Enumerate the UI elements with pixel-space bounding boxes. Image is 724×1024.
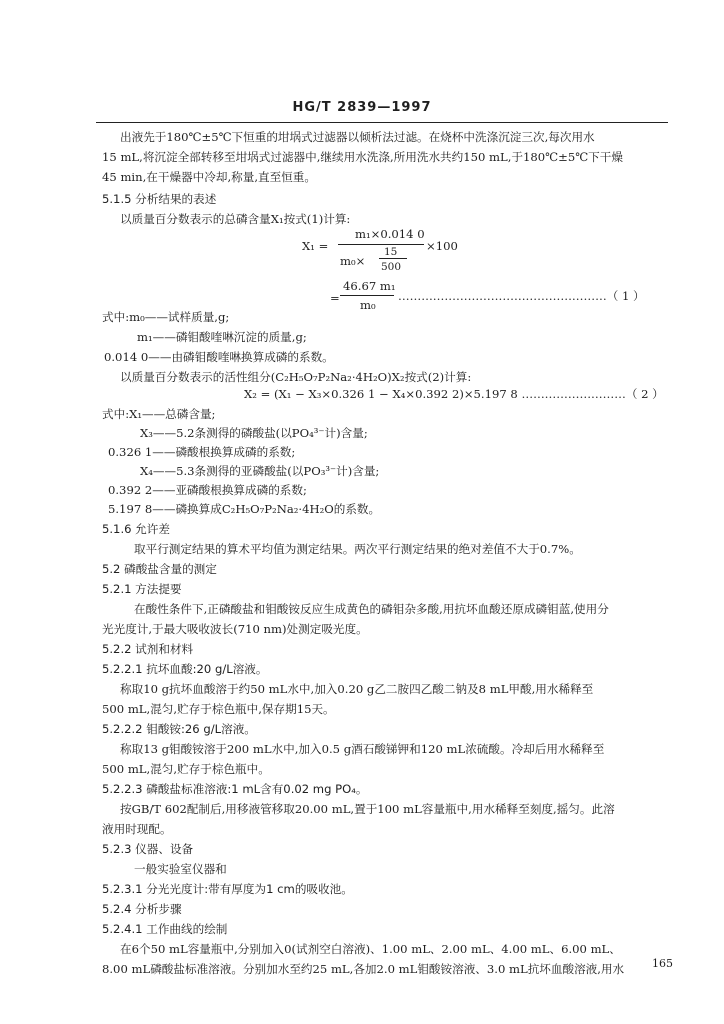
equation-equals: = [330, 291, 340, 305]
equation-multiplier: ×100 [426, 239, 458, 253]
text-line: 5.197 8——磷换算成C₂H₅O₇P₂Na₂·4H₂O的系数。 [108, 502, 381, 516]
equation-denominator: m₀× [340, 254, 366, 268]
text-line: 8.00 mL磷酸盐标准溶液。分别加水至约25 mL,各加2.0 mL钼酸铵溶液、3.0 mL抗坏血酸溶液,用水 [102, 962, 625, 976]
equation-denominator: m₀ [360, 298, 376, 312]
text-line: 在酸性条件下,正磷酸盐和钼酸铵反应生成黄色的磷钼杂多酸,用抗坏血酸还原成磷钼蓝,使用分 [134, 602, 609, 616]
text-line: 称取10 g抗坏血酸溶于约50 mL水中,加入0.20 g乙二胺四乙酸二钠及8 mL甲酸,用水稀释至 [120, 682, 594, 696]
text-line: 以质量百分数表示的总磷含量X₁按式(1)计算: [120, 212, 351, 226]
text-line: m₁——磷钼酸喹啉沉淀的质量,g; [137, 330, 307, 344]
text-line: X₄——5.3条测得的亚磷酸盐(以PO₃³⁻计)含量; [140, 464, 380, 478]
text-line: 15 mL,将沉淀全部转移至坩埚式过滤器中,继续用水洗涤,所用洗水共约150 mL,于180℃±5℃下干燥 [102, 150, 623, 164]
text-line: 500 mL,混匀,贮存于棕色瓶中,保存期15天。 [102, 702, 335, 716]
header-rule [96, 122, 668, 123]
equation-subden: 500 [381, 261, 402, 273]
text-line: 取平行测定结果的算术平均值为测定结果。两次平行测定结果的绝对差值不大于0.7%。 [134, 542, 581, 556]
text-line: 一般实验室仪器和 [134, 862, 227, 876]
section-heading: 5.2.3.1 分光光度计:带有厚度为1 cm的吸收池。 [102, 882, 353, 896]
text-line: 称取13 g钼酸铵溶于200 mL水中,加入0.5 g酒石酸锑钾和120 mL浓硫酸。冷却后用水稀释至 [120, 742, 605, 756]
text-line: 以质量百分数表示的活性组分(C₂H₅O₇P₂Na₂·4H₂O)X₂按式(2)计算: [120, 370, 472, 384]
text-line: 45 min,在干燥器中冷却,称量,直至恒重。 [102, 170, 316, 184]
text-line: 液用时现配。 [102, 822, 172, 836]
page-header: HG/T 2839—1997 [292, 100, 432, 115]
section-heading: 5.2.2.2 钼酸铵:26 g/L溶液。 [102, 722, 256, 736]
section-heading: 5.2.4 分析步骤 [102, 902, 182, 916]
text-line: 在6个50 mL容量瓶中,分别加入0(试剂空白溶液)、1.00 mL、2.00 mL、4.00 mL、6.00 mL、 [120, 942, 621, 956]
section-heading: 5.2.1 方法提要 [102, 582, 182, 596]
text-line: 式中:X₁——总磷含量; [102, 407, 216, 421]
equation-numerator: 46.67 m₁ [343, 279, 396, 293]
equation-lhs: X₁ = [302, 239, 329, 253]
section-heading: 5.1.6 允许差 [102, 522, 170, 536]
section-heading: 5.2.2.1 抗坏血酸:20 g/L溶液。 [102, 662, 268, 676]
text-line: 光光度计,于最大吸收波长(710 nm)处测定吸光度。 [102, 622, 368, 636]
section-heading: 5.2 磷酸盐含量的测定 [102, 562, 217, 576]
section-heading: 5.2.2 试剂和材料 [102, 642, 194, 656]
text-line: 式中:m₀——试样质量,g; [102, 310, 230, 324]
text-line: 按GB/T 602配制后,用移液管移取20.00 mL,置于100 mL容量瓶中,用水稀释至刻度,摇匀。此溶 [120, 802, 615, 816]
text-line: 出液先于180℃±5℃下恒重的坩埚式过滤器以倾析法过滤。在烧杯中洗涤沉淀三次,每次用水 [120, 130, 595, 144]
fraction-bar [340, 295, 394, 296]
page-number: 165 [652, 957, 673, 970]
text-line: 0.014 0——由磷钼酸喹啉换算成磷的系数。 [104, 350, 334, 364]
text-line: 0.326 1——磷酸根换算成磷的系数; [108, 445, 296, 459]
text-line: 500 mL,混匀,贮存于棕色瓶中。 [102, 762, 270, 776]
text-line: X₃——5.2条测得的磷酸盐(以PO₄³⁻计)含量; [140, 426, 368, 440]
equation-2: X₂ = (X₁ − X₃×0.326 1 − X₄×0.392 2)×5.197 8 ………………………（ 2 ） [244, 387, 664, 401]
equation-numerator: m₁×0.014 0 [355, 227, 425, 241]
equation-tag: ………………………………………………（ 1 ） [398, 289, 645, 303]
section-heading: 5.1.5 分析结果的表述 [102, 192, 217, 206]
fraction-bar [338, 244, 424, 245]
equation-subnum: 15 [384, 246, 398, 258]
text-line: 0.392 2——亚磷酸根换算成磷的系数; [108, 483, 307, 497]
section-heading: 5.2.2.3 磷酸盐标准溶液:1 mL含有0.02 mg PO₄。 [102, 782, 368, 796]
section-heading: 5.2.3 仪器、设备 [102, 842, 194, 856]
section-heading: 5.2.4.1 工作曲线的绘制 [102, 922, 228, 936]
